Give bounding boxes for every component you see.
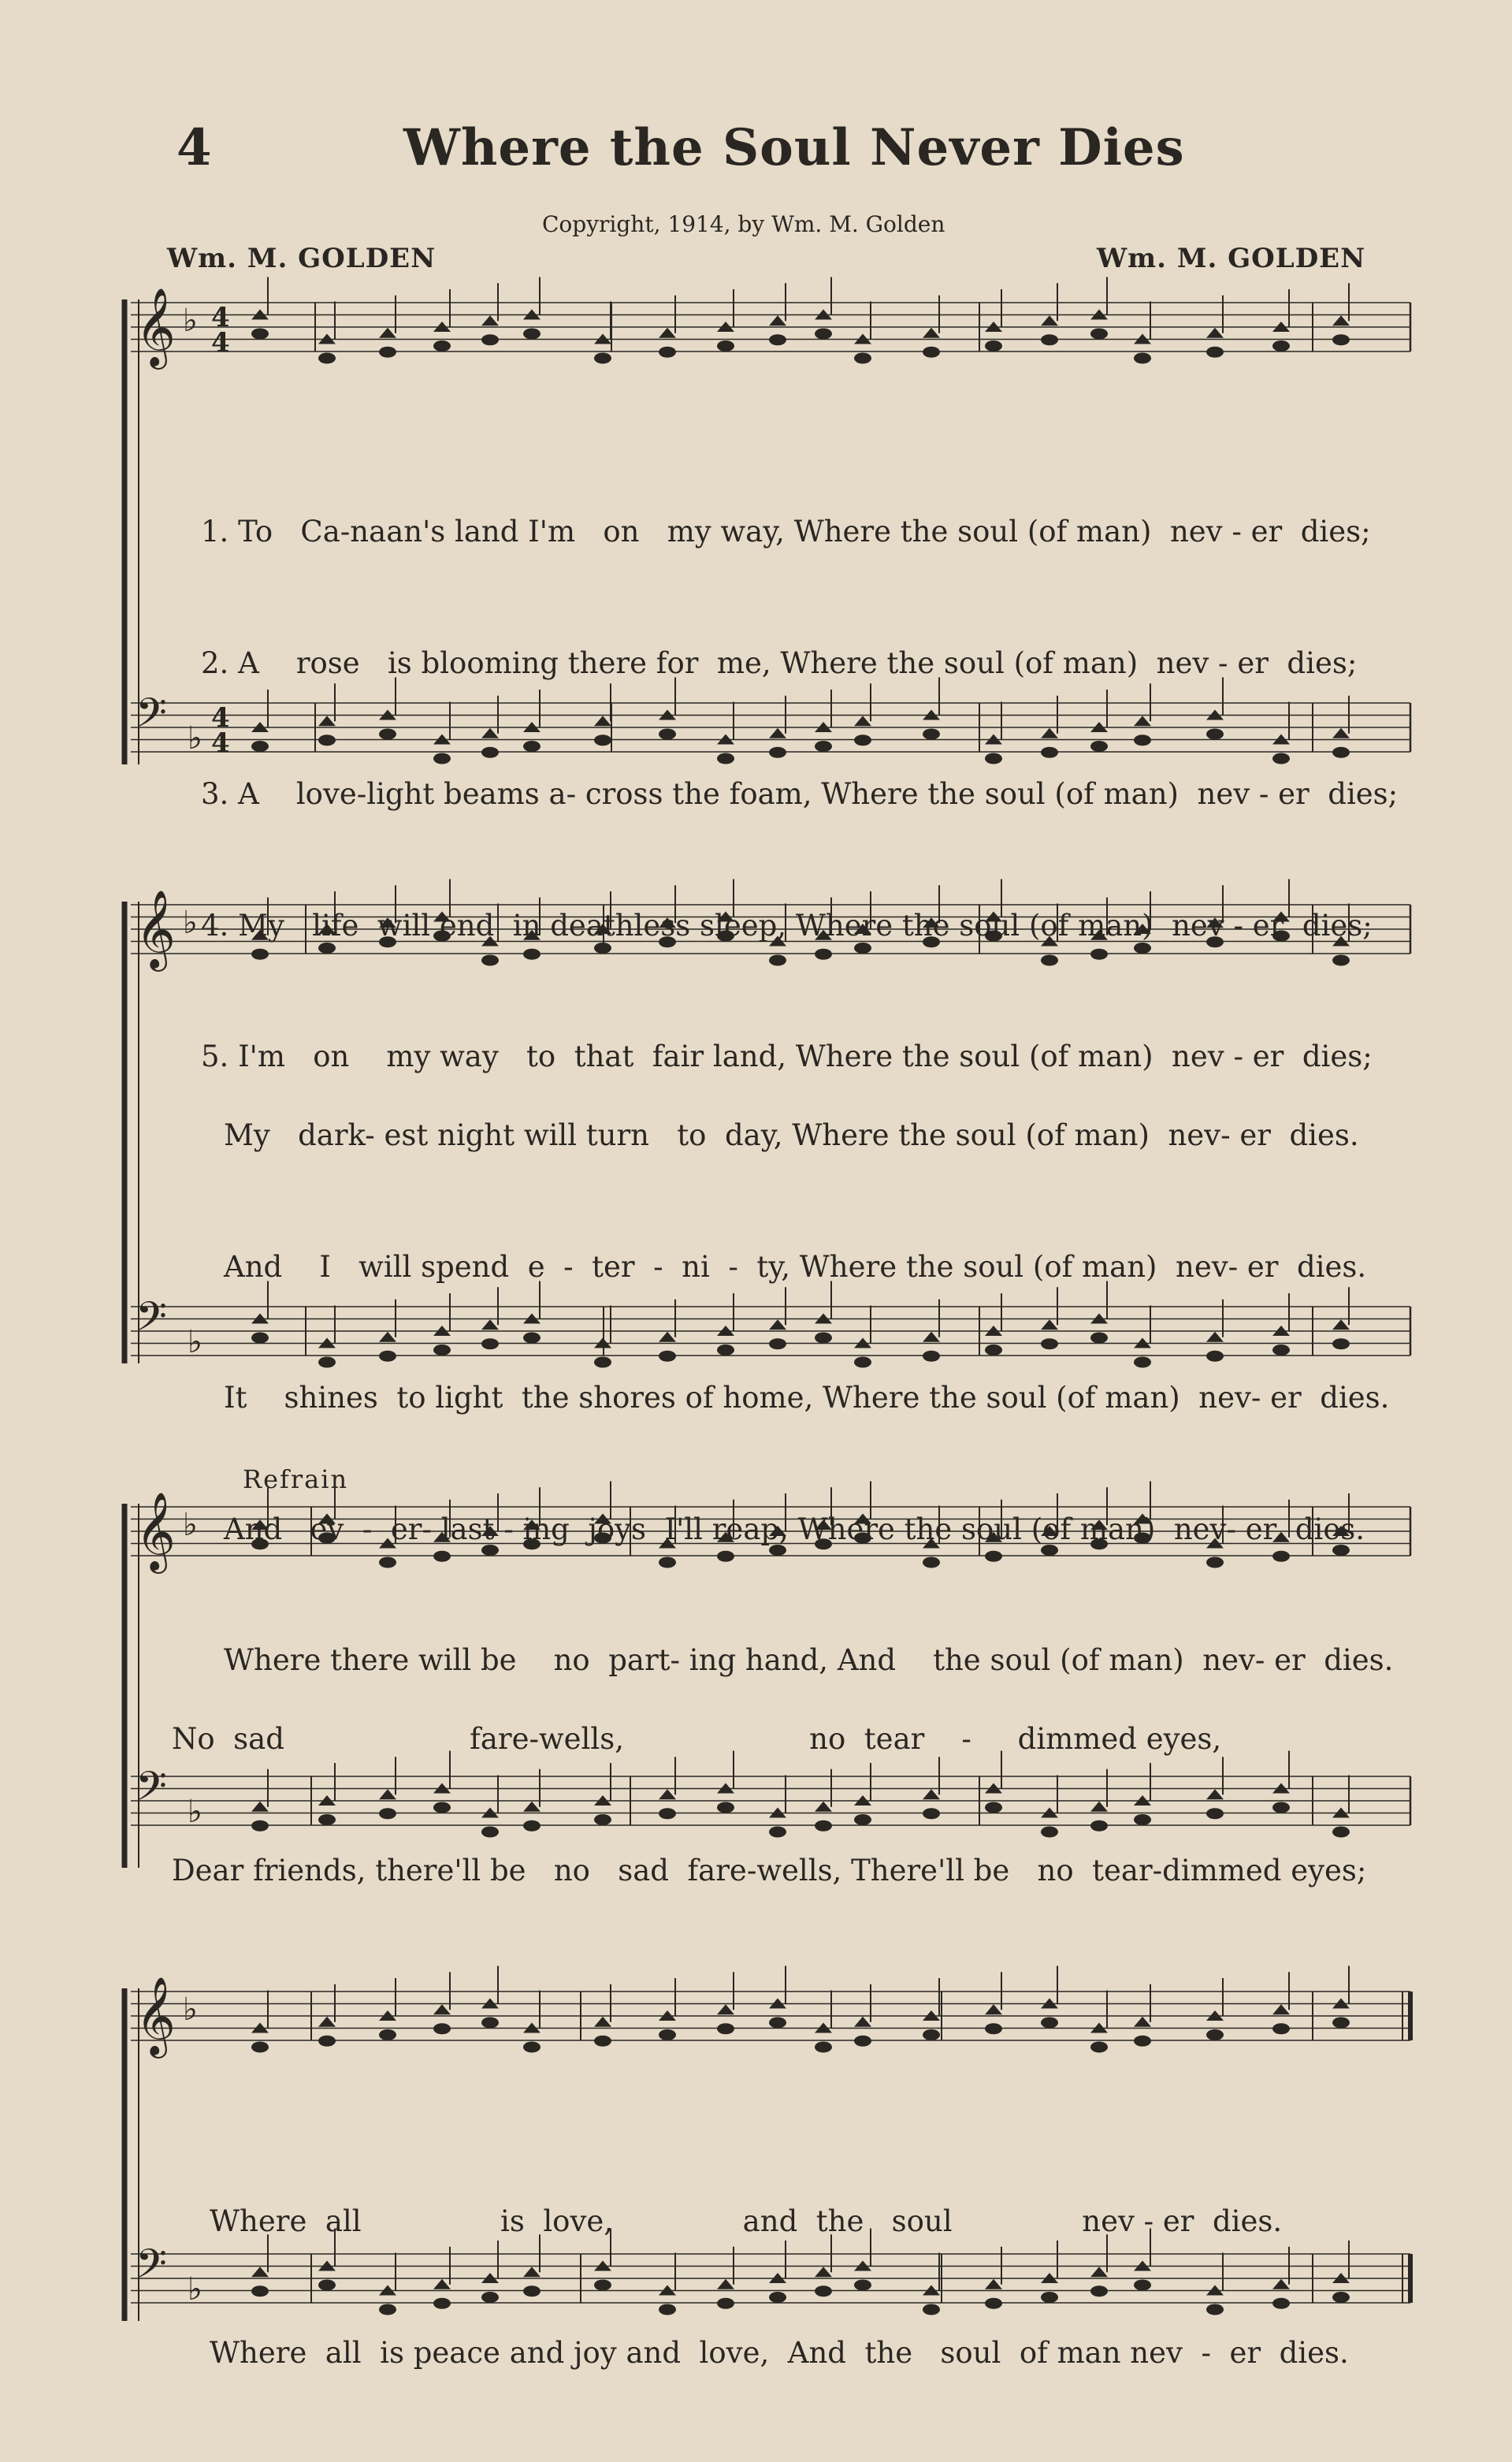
notehead: [717, 2004, 734, 2014]
notehead: [1041, 315, 1058, 325]
notehead-lower: [318, 2036, 336, 2047]
flat-sign-icon: ♭: [188, 1324, 202, 1360]
notehead-lower: [1090, 2042, 1108, 2053]
treble-clef-icon: 𝄞: [136, 890, 176, 969]
lyric-line: Where there will be no part- ing hand, And the soul (of man) nev- er dies.: [224, 1643, 1394, 1677]
lyric-line: And I will spend e - ter - ni - ty, Where the soul (of man) nev- er dies.: [224, 1249, 1367, 1284]
treble-clef-icon: 𝄞: [136, 1977, 176, 2055]
notehead: [481, 315, 499, 325]
flat-sign-icon: ♭: [183, 905, 198, 941]
lyric-line: 3. A love-light beams a- cross the foam, Where the soul (of man) nev - er dies;: [201, 777, 1399, 811]
flat-sign-icon: ♭: [188, 720, 202, 757]
notehead-lower: [1332, 2018, 1350, 2029]
notehead-lower: [815, 2042, 832, 2053]
notehead-lower: [594, 2036, 611, 2047]
notehead: [1134, 2017, 1151, 2027]
notehead-lower: [717, 2023, 734, 2034]
treble-clef-icon: 𝄞: [136, 1492, 176, 1571]
bass-clef-icon: 𝄢: [136, 2240, 167, 2297]
flat-sign-icon: ♭: [183, 1992, 198, 2028]
notehead-lower: [1090, 329, 1108, 340]
notehead-lower: [717, 340, 734, 351]
lyric-line: 1. To Ca-naan's land I'm on my way, Where the soul (of man) nev - er dies;: [201, 515, 1371, 549]
notehead-lower: [433, 2023, 451, 2034]
notehead-lower: [923, 2029, 940, 2040]
treble-clef-icon: 𝄞: [136, 288, 176, 366]
flat-sign-icon: ♭: [188, 1794, 202, 1830]
flat-sign-icon: ♭: [188, 2271, 202, 2308]
notehead-lower: [815, 329, 832, 340]
notehead-lower: [1041, 2018, 1058, 2029]
notehead: [1332, 315, 1350, 325]
notehead-lower: [433, 340, 451, 351]
lyric-line: Where all is peace and joy and love, And the soul of man nev - er dies.: [210, 2335, 1349, 2370]
lyric-line: Dear friends, there'll be no sad fare-wells, There'll be no tear-dimmed eyes;: [172, 1853, 1367, 1887]
bass-clef-icon: 𝄢: [136, 1762, 167, 1820]
notehead-lower: [769, 2018, 786, 2029]
time-signature-top: 4: [211, 302, 230, 333]
bass-clef-icon: 𝄢: [136, 689, 167, 746]
notehead-lower: [854, 353, 871, 364]
notehead-lower: [854, 2036, 871, 2047]
notehead: [1272, 2004, 1290, 2014]
notehead-lower: [1272, 340, 1290, 351]
lyric-line: 2. A rose is blooming there for me, Where the soul (of man) nev - er dies;: [201, 645, 1358, 680]
music-credit: Wm. M. GOLDEN: [1097, 243, 1366, 274]
notehead-lower: [481, 2018, 499, 2029]
lyric-line: 5. I'm on my way to that fair land, Where the soul (of man) nev - er dies;: [201, 1039, 1373, 1073]
refrain-lyrics-system4: [210, 2112, 1349, 2462]
flat-sign-icon: ♭: [183, 1507, 198, 1543]
notehead-lower: [985, 340, 1002, 351]
notehead: [659, 328, 676, 338]
lyric-line: My dark- est night will turn to day, Where the soul (of man) nev- er dies.: [224, 1118, 1359, 1152]
notehead-lower: [379, 2029, 396, 2040]
page-number: 4: [176, 118, 212, 177]
notehead-lower: [985, 2023, 1002, 2034]
lyric-line: And ev - er- last - ing joys I'll reap, Where the soul (of man) nev- er dies.: [224, 1512, 1365, 1546]
notehead-lower: [1206, 347, 1224, 358]
lyric-line: It shines to light the shores of home, Where the soul (of man) nev- er dies.: [224, 1381, 1390, 1415]
notehead-lower: [1134, 353, 1151, 364]
time-signature-bottom: 4: [211, 327, 230, 359]
notehead-lower: [659, 2029, 676, 2040]
flat-sign-icon: ♭: [183, 303, 198, 339]
words-credit: Wm. M. GOLDEN: [167, 243, 437, 274]
notehead-lower: [251, 329, 269, 340]
refrain-label: Refrain: [243, 1464, 349, 1494]
lyric-line: No sad fare-wells, no tear - dimmed eyes,: [172, 1722, 1222, 1756]
notehead-lower: [523, 2042, 541, 2053]
time-signature-bottom: 4: [211, 727, 230, 759]
refrain-lyrics-system3: [172, 1630, 1366, 1980]
notehead-lower: [481, 334, 499, 345]
notehead: [854, 2017, 871, 2027]
notehead: [769, 315, 786, 325]
copyright-notice: Copyright, 1914, by Wm. M. Golden: [542, 211, 945, 237]
notehead-lower: [659, 347, 676, 358]
notehead-lower: [923, 347, 940, 358]
notehead: [923, 328, 940, 338]
notehead-lower: [769, 334, 786, 345]
notehead: [594, 2017, 611, 2027]
notehead: [1206, 328, 1224, 338]
lyric-line: 4. My life will end in deathless sleep, Where the soul (of man) nev - er dies;: [201, 908, 1373, 943]
notehead: [433, 2004, 451, 2014]
time-signature-top: 4: [211, 702, 230, 734]
notehead: [318, 2017, 336, 2027]
lyric-line: Where all is love, and the soul nev - er dies.: [210, 2204, 1283, 2238]
notehead-lower: [1272, 2023, 1290, 2034]
notehead-lower: [523, 329, 541, 340]
notehead-lower: [1332, 334, 1350, 345]
notehead-lower: [1041, 334, 1058, 345]
notehead-lower: [251, 2042, 269, 2053]
notehead-lower: [594, 353, 611, 364]
notehead: [379, 328, 396, 338]
notehead-lower: [379, 347, 396, 358]
notehead-lower: [318, 353, 336, 364]
notehead-lower: [1206, 2029, 1224, 2040]
bass-clef-icon: 𝄢: [136, 1292, 167, 1350]
hymn-title: Where the Soul Never Dies: [403, 118, 1185, 177]
notehead: [985, 2004, 1002, 2014]
notehead-lower: [1134, 2036, 1151, 2047]
